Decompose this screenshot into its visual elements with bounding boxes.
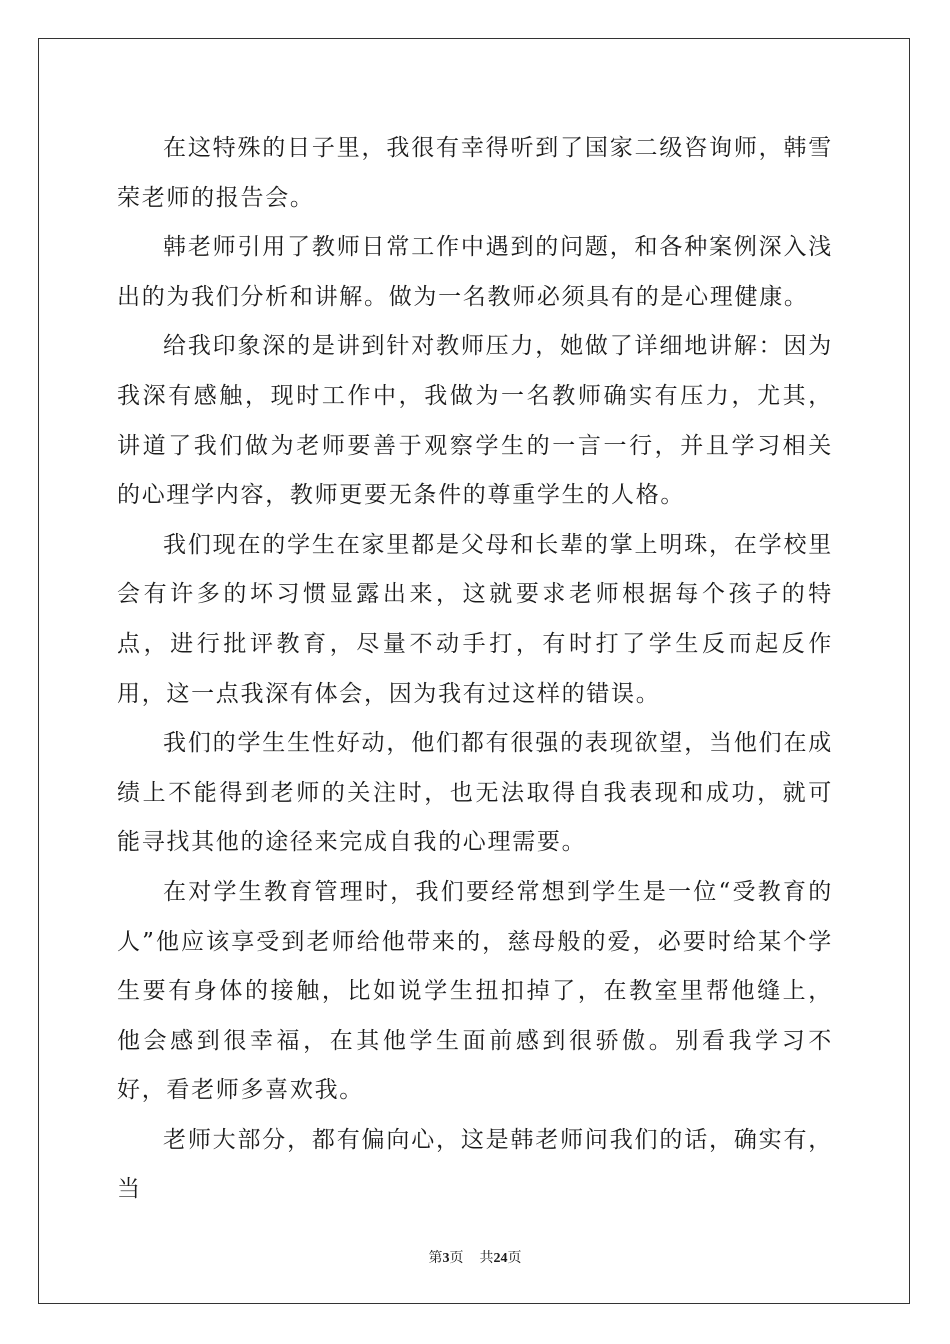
paragraph-1: 在这特殊的日子里，我很有幸得听到了国家二级咨询师，韩雪荣老师的报告会。 bbox=[117, 135, 833, 211]
page-suffix: 页 bbox=[449, 1251, 464, 1266]
total-prefix: 共 bbox=[479, 1251, 494, 1266]
paragraph-6: 在对学生教育管理时，我们要经常想到学生是一位“受教育的人”他应该享受到老师给他带来的，慈母般的爱，必要时给某个学生要有身体的接触，比如说学生扭扣掉了，在教室里帮他缝上，他会感到很幸福，在其他学生面前感到很骄傲。别看我学习不好，看老师多喜欢我。 bbox=[117, 878, 833, 1104]
paragraph-4: 我们现在的学生在家里都是父母和长辈的掌上明珠，在学校里会有许多的坏习惯显露出来，这就要求老师根据每个孩子的特点，进行批评教育，尽量不动手打，有时打了学生反而起反作用，这一点我深有体会，因为我有过这样的错误。 bbox=[117, 531, 833, 707]
page-prefix: 第 bbox=[428, 1251, 443, 1266]
page-footer bbox=[0, 1247, 950, 1267]
paragraph-7: 老师大部分，都有偏向心，这是韩老师问我们的话，确实有，当 bbox=[117, 1126, 833, 1203]
document-body bbox=[117, 124, 833, 1215]
paragraph-5: 我们的学生生性好动，他们都有很强的表现欲望，当他们在成绩上不能得到老师的关注时，也无法取得自我表现和成功，就可能寻找其他的途径来完成自我的心理需要。 bbox=[117, 730, 833, 856]
paragraph-2: 韩老师引用了教师日常工作中遇到的问题，和各种案例深入浅出的为我们分析和讲解。做为一名教师必须具有的是心理健康。 bbox=[117, 234, 833, 310]
paragraph-3: 给我印象深的是讲到针对教师压力，她做了详细地讲解：因为我深有感触，现时工作中，我做为一名教师确实有压力，尤其，讲道了我们做为老师要善于观察学生的一言一行，并且学习相关的心理学内容，教师更要无条件的尊重学生的人格。 bbox=[117, 333, 833, 509]
total-pages: 24 bbox=[493, 1251, 508, 1266]
total-suffix: 页 bbox=[507, 1251, 522, 1266]
page-number: 3 bbox=[442, 1251, 450, 1266]
